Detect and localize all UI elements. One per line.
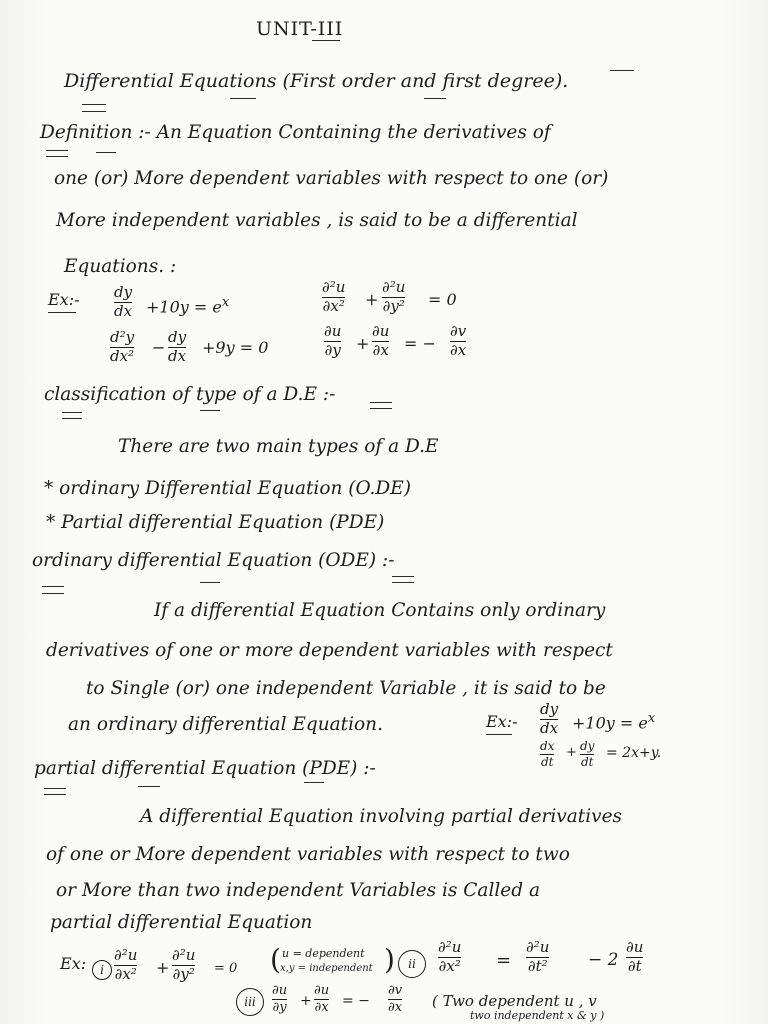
ode-text-line: to Single (or) one independent Variable , it is said to be xyxy=(86,678,606,699)
ode-example-underline xyxy=(486,734,512,735)
number-circle-iii: iii xyxy=(236,988,264,1016)
fraction-dy-dx: dy dx xyxy=(114,283,133,320)
fraction-d2u-dt2: ∂²u ∂t² xyxy=(526,938,550,975)
pde-underline xyxy=(138,786,160,787)
equation-1-rest: $+10y = e^x$ xyxy=(146,295,230,317)
chapter-title: Differential Equations (First order and first degree). xyxy=(64,70,569,92)
classification-underline xyxy=(62,412,82,413)
chapter-underline xyxy=(424,98,446,99)
ode-text-line: an ordinary differential Equation. xyxy=(68,714,383,735)
fraction-dy-dx: dy dx xyxy=(168,328,187,365)
unit-title: UNIT-III xyxy=(256,18,344,40)
definition-line: one (or) More dependent variables with respect to one (or) xyxy=(54,168,609,189)
pde-note-1-line: u = dependent xyxy=(282,947,365,960)
fraction-dx-dt: dx dt xyxy=(540,739,555,769)
types-intro: There are two main types of a D.E xyxy=(118,436,439,457)
pde-text-line: or More than two independent Variables is Called a xyxy=(56,880,540,901)
bracket: ) xyxy=(384,943,395,976)
pde-note-3-line: two independent x & y ) xyxy=(470,1009,605,1022)
fraction-dy-dx: dy dx xyxy=(540,700,559,737)
pde-equation-3-rest: = − xyxy=(342,993,370,1009)
pde-underline xyxy=(304,782,324,783)
example-label: Ex:- xyxy=(48,290,80,309)
definition-line: Equations. : xyxy=(64,256,177,277)
example-underline xyxy=(48,312,76,313)
fraction-d2u-dy2: ∂²u ∂y² xyxy=(172,946,196,983)
chapter-underline xyxy=(230,98,256,99)
pde-underline xyxy=(44,794,66,795)
pde-heading: partial differential Equation (PDE) :- xyxy=(34,758,376,779)
fraction-du-dx: ∂u ∂x xyxy=(372,322,390,359)
ode-underline xyxy=(42,593,64,594)
pde-example-label: Ex: xyxy=(60,954,87,973)
equation-3-rest: = 0 xyxy=(428,290,457,309)
pde-note-1-line: x,y = independent xyxy=(280,963,373,974)
number-circle-ii: ii xyxy=(398,950,426,978)
classification-underline xyxy=(370,408,392,409)
ode-heading: ordinary differential Equation (ODE) :- xyxy=(32,550,395,571)
fraction-d2u-dx2: ∂²u ∂x² xyxy=(114,946,138,983)
plus-sign: + xyxy=(356,334,370,353)
definition-underline xyxy=(46,156,68,157)
pde-note-3-line: ( Two dependent u , v xyxy=(432,992,597,1010)
classification-underline xyxy=(370,402,392,403)
bracket: ( xyxy=(270,943,281,976)
classification-heading: classification of type of a D.E :- xyxy=(44,384,336,405)
chapter-underline xyxy=(82,111,106,112)
ode-equation-1-rest: $+10y = e^x$ xyxy=(572,711,656,733)
fraction-d2u-dy2: ∂²u ∂y² xyxy=(382,278,406,315)
plus-sign: + xyxy=(566,745,577,760)
classification-underline xyxy=(62,418,82,419)
equation-2-rest: +9y = 0 xyxy=(202,338,269,357)
equation-4-rest: = − xyxy=(404,334,436,353)
fraction-du-dt: ∂u ∂t xyxy=(626,938,644,975)
pde-text-line: partial differential Equation xyxy=(50,912,313,933)
number-circle-i: i xyxy=(92,960,112,980)
minus-sign: − xyxy=(152,338,166,357)
fraction-dv-dx: ∂v ∂x xyxy=(388,983,403,1015)
ode-text-line: derivatives of one or more dependent variables with respect xyxy=(46,640,613,661)
definition-line: Definition :- An Equation Containing the derivatives of xyxy=(40,122,551,143)
fraction-d2y-dx2: d²y dx² xyxy=(110,328,135,365)
definition-underline xyxy=(46,150,68,151)
plus-sign: + xyxy=(156,958,170,977)
fraction-d2u-dx2: ∂²u ∂x² xyxy=(438,938,462,975)
ode-underline xyxy=(392,582,414,583)
fraction-dy-dt: dy dt xyxy=(580,739,595,769)
ode-text-line: If a differential Equation Contains only ordinary xyxy=(154,600,606,621)
ode-underline xyxy=(392,576,414,577)
definition-line: More independent variables , is said to be a differential xyxy=(56,210,578,231)
classification-underline xyxy=(200,410,220,411)
plus-sign: + xyxy=(365,290,379,309)
pde-underline xyxy=(44,788,66,789)
fraction-du-dy: ∂u ∂y xyxy=(324,322,342,359)
unit-title-underline xyxy=(312,40,340,41)
type-partial: * Partial differential Equation (PDE) xyxy=(46,512,385,533)
minus-two: − 2 xyxy=(588,950,619,970)
ode-example-label: Ex:- xyxy=(486,712,518,731)
fraction-du-dy: ∂u ∂y xyxy=(272,983,288,1015)
chapter-underline xyxy=(82,104,106,105)
pde-equation-1-rest: = 0 xyxy=(214,961,238,976)
plus-sign: + xyxy=(300,993,312,1009)
fraction-du-dx: ∂u ∂x xyxy=(314,983,330,1015)
type-ordinary: * ordinary Differential Equation (O.DE) xyxy=(44,478,411,499)
fraction-d2u-dx2: ∂²u ∂x² xyxy=(322,278,346,315)
ode-equation-2-rest: = 2x+y. xyxy=(606,745,662,761)
pde-text-line: of one or More dependent variables with respect to two xyxy=(46,844,570,865)
ode-underline xyxy=(42,586,64,587)
pde-text-line: A differential Equation involving partial derivatives xyxy=(140,806,623,827)
chapter-underline xyxy=(610,70,634,71)
fraction-dv-dx: ∂v ∂x xyxy=(450,322,467,359)
ode-underline xyxy=(200,582,220,583)
definition-underline xyxy=(96,152,116,153)
equals-sign: = xyxy=(496,950,512,971)
